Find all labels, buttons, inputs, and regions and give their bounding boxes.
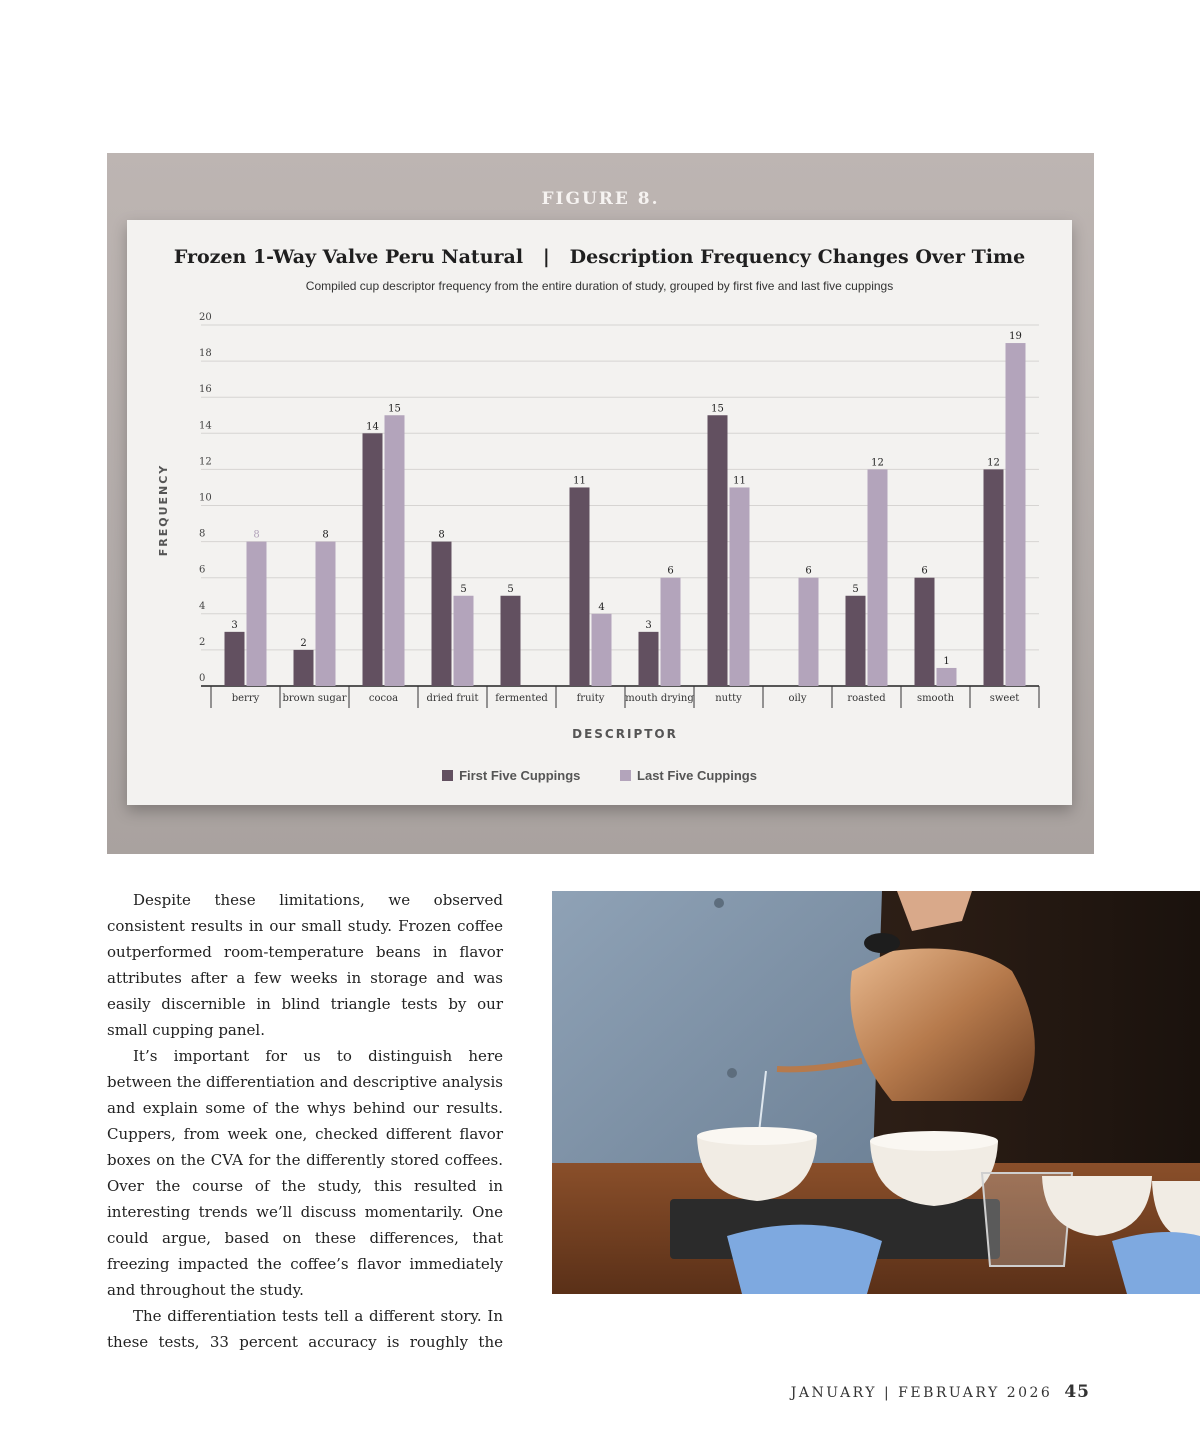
- x-tick-label: oily: [788, 693, 807, 704]
- data-label: 8: [322, 529, 329, 541]
- data-label: 4: [598, 601, 605, 613]
- legend-item-first: [442, 768, 580, 783]
- data-label: 2: [300, 637, 307, 649]
- bar-first-five: [501, 596, 521, 686]
- bar-first-five: [984, 469, 1004, 686]
- bar-last-five: [316, 542, 336, 686]
- y-tick-label: 18: [199, 348, 212, 360]
- bar-last-five: [247, 542, 267, 686]
- x-tick-label: nutty: [715, 693, 742, 704]
- bar-last-five: [454, 596, 474, 686]
- x-tick-label: fermented: [495, 693, 548, 704]
- bar-last-five: [661, 578, 681, 686]
- y-tick-label: 6: [199, 564, 206, 576]
- bar-first-five: [225, 632, 245, 686]
- legend-swatch-first: [442, 770, 453, 781]
- data-label: 5: [852, 583, 859, 595]
- bar-first-five: [570, 487, 590, 686]
- article-paragraph: It’s important for us to distinguish here between the differentiation and descriptive analysis and explain some of the whys behind our results. Cuppers, from week one, checked different flavor boxes on the CVA for the differently stored coffees. Over the course of the study, this resulted in interesting trends we’ll discuss momentarily. One could argue, based on these differences, that freezing impacted the coffee’s flavor immediately and throughout the study.: [107, 1047, 503, 1299]
- data-label: 6: [921, 565, 928, 577]
- x-tick-label: roasted: [847, 693, 886, 704]
- x-tick-label: brown sugar: [282, 693, 347, 704]
- bar-last-five: [937, 668, 957, 686]
- y-tick-label: 4: [199, 600, 206, 612]
- figure-label: FIGURE 8.: [541, 189, 660, 209]
- bar-last-five: [1006, 343, 1026, 686]
- data-label: 15: [388, 403, 401, 415]
- bar-first-five: [915, 578, 935, 686]
- y-tick-label: 0: [199, 673, 206, 684]
- x-tick-label: berry: [231, 693, 260, 704]
- data-label: 5: [507, 583, 514, 595]
- chart-legend: [127, 768, 1072, 783]
- legend-label-last: Last Five Cuppings: [637, 768, 757, 783]
- bar-first-five: [432, 542, 452, 686]
- bar-first-five: [846, 596, 866, 686]
- data-label: 8: [253, 529, 260, 541]
- data-label: 6: [805, 565, 812, 577]
- legend-swatch-last: [620, 770, 631, 781]
- bar-first-five: [294, 650, 314, 686]
- legend-label-first: First Five Cuppings: [459, 768, 581, 783]
- data-label: 11: [573, 475, 586, 487]
- issue-date: JANUARY | FEBRUARY 2026: [790, 1385, 1053, 1401]
- x-tick-label: cocoa: [368, 693, 399, 704]
- bar-first-five: [708, 415, 728, 686]
- data-label: 15: [711, 403, 724, 415]
- data-label: 14: [366, 421, 379, 433]
- bar-last-five: [868, 469, 888, 686]
- bar-chart: [127, 220, 1072, 805]
- y-tick-label: 14: [199, 420, 212, 432]
- coffee-pour-photo: [552, 891, 1200, 1294]
- y-tick-label: 8: [199, 528, 206, 540]
- data-label: 6: [667, 565, 674, 577]
- data-label: 3: [231, 619, 238, 631]
- y-tick-label: 16: [199, 384, 212, 396]
- bar-last-five: [730, 487, 750, 686]
- article-paragraph: Despite these limitations, we observed consistent results in our small study. Frozen coffee outperformed room-temperature beans in flavor attributes after a few weeks in storage and was easily discernible in blind triangle tests by our small cupping panel.: [107, 891, 503, 1039]
- page-number: 45: [1064, 1382, 1090, 1402]
- y-tick-label: 12: [199, 456, 212, 468]
- figure-frame: [107, 153, 1094, 854]
- legend-item-last: [620, 768, 757, 783]
- x-tick-label: smooth: [916, 693, 955, 704]
- x-tick-label: mouth drying: [625, 693, 694, 704]
- y-axis-label: FREQUENCY: [157, 463, 170, 557]
- chart-subtitle: Compiled cup descriptor frequency from the entire duration of study, grouped by first five and last five cuppings: [305, 279, 894, 293]
- bar-last-five: [592, 614, 612, 686]
- x-tick-label: sweet: [989, 693, 1020, 704]
- chart-card: [127, 220, 1072, 805]
- article-body: [107, 887, 503, 1355]
- bar-last-five: [385, 415, 405, 686]
- data-label: 12: [871, 457, 884, 469]
- data-label: 5: [460, 583, 467, 595]
- bar-first-five: [363, 433, 383, 686]
- data-label: 1: [943, 655, 950, 667]
- page-footer: [791, 1382, 1090, 1402]
- x-tick-label: dried fruit: [426, 693, 479, 704]
- data-label: 12: [987, 457, 1000, 469]
- bar-last-five: [799, 578, 819, 686]
- article-paragraph: The differentiation tests tell a different story. In these tests, 33 percent accuracy is roughly the: [107, 1307, 503, 1351]
- data-label: 19: [1009, 331, 1022, 343]
- data-label: 8: [438, 529, 445, 541]
- x-tick-label: fruity: [576, 693, 605, 704]
- y-tick-label: 10: [199, 492, 212, 504]
- data-label: 3: [645, 619, 652, 631]
- y-tick-label: 20: [199, 312, 212, 323]
- bar-first-five: [639, 632, 659, 686]
- x-axis-label: DESCRIPTOR: [572, 727, 678, 741]
- y-tick-label: 2: [199, 636, 206, 648]
- chart-title: Frozen 1-Way Valve Peru Natural | Description Frequency Changes Over Time: [173, 246, 1026, 268]
- data-label: 11: [733, 475, 746, 487]
